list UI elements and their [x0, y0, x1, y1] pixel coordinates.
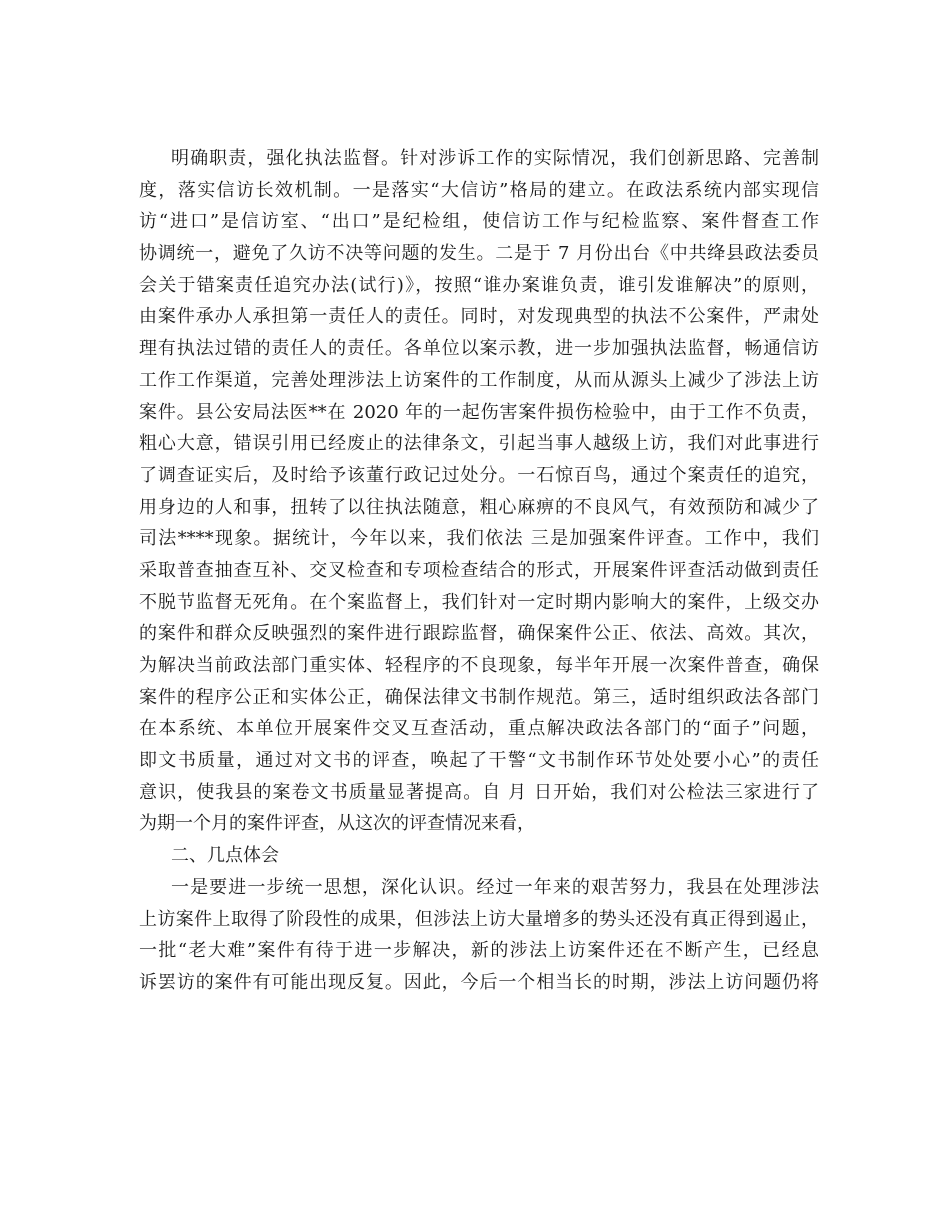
text-line: 由案件承办人承担第一责任人的责任。同时，对发现典型的执法不公案件，严肃处	[139, 306, 819, 328]
text-line: 一是要进一步统一思想，深化认识。经过一年来的艰苦努力，我县在处理涉法	[171, 876, 819, 898]
text-line: 理有执法过错的责任人的责任。各单位以案示教，进一步加强执法监督，畅通信访	[139, 338, 819, 360]
text-line: 意识，使我县的案卷文书质量显著提高。自 月 日开始，我们对公检法三家进行了	[139, 781, 819, 803]
text-line: 了调查证实后，及时给予该董行政记过处分。一石惊百鸟，通过个案责任的追究，	[139, 464, 819, 486]
text-line: 的案件和群众反映强烈的案件进行跟踪监督，确保案件公正、依法、高效。其次，	[139, 623, 819, 645]
text-line: 诉罢访的案件有可能出现反复。因此，今后一个相当长的时期，涉法上访问题仍将	[139, 971, 819, 993]
text-line: 粗心大意，错误引用已经废止的法律条文，引起当事人越级上访，我们对此事进行	[139, 433, 819, 455]
text-line: 用身边的人和事，扭转了以往执法随意，粗心麻痹的不良风气，有效预防和减少了	[139, 496, 819, 518]
text-line: 工作工作渠道，完善处理涉法上访案件的工作制度，从而从源头上减少了涉法上访	[139, 369, 819, 391]
text-line: 协调统一，避免了久访不决等问题的发生。二是于 7 月份出台《中共绛县政法委员	[139, 243, 819, 265]
text-line: 即文书质量，通过对文书的评查，唤起了干警“文书制作环节处处要小心”的责任	[139, 750, 819, 772]
text-line: 上访案件上取得了阶段性的成果，但涉法上访大量增多的势头还没有真正得到遏止，	[139, 908, 819, 930]
text-line: 司法****现象。据统计，今年以来，我们依法 三是加强案件评查。工作中，我们	[139, 528, 819, 550]
text-line: 不脱节监督无死角。在个案监督上，我们针对一定时期内影响大的案件，上级交办	[139, 591, 819, 613]
text-line: 在本系统、本单位开展案件交叉互查活动，重点解决政法各部门的“面子”问题，	[139, 718, 819, 740]
text-line: 采取普查抽查互补、交叉检查和专项检查结合的形式，开展案件评查活动做到责任	[139, 559, 819, 581]
text-line: 会关于错案责任追究办法(试行)》，按照“谁办案谁负责，谁引发谁解决”的原则，	[139, 274, 819, 296]
document-body	[139, 143, 819, 999]
text-line: 访“进口”是信访室、“出口”是纪检组，使信访工作与纪检监察、案件督查工作	[139, 211, 819, 233]
text-line: 为解决当前政法部门重实体、轻程序的不良现象，每半年开展一次案件普查，确保	[139, 655, 819, 676]
text-line: 二、几点体会	[171, 845, 279, 867]
text-line: 一批“老大难”案件有待于进一步解决，新的涉法上访案件还在不断产生，已经息	[139, 940, 819, 962]
text-line: 度，落实信访长效机制。一是落实“大信访”格局的建立。在政法系统内部实现信	[139, 179, 819, 201]
text-line: 明确职责，强化执法监督。针对涉诉工作的实际情况，我们创新思路、完善制	[171, 148, 819, 169]
text-line: 案件。县公安局法医**在 2020 年的一起伤害案件损伤检验中，由于工作不负责，	[139, 401, 819, 423]
text-line: 为期一个月的案件评查，从这次的评查情况来看，	[139, 813, 535, 835]
text-line: 案件的程序公正和实体公正，确保法律文书制作规范。第三，适时组织政法各部门	[139, 686, 819, 708]
